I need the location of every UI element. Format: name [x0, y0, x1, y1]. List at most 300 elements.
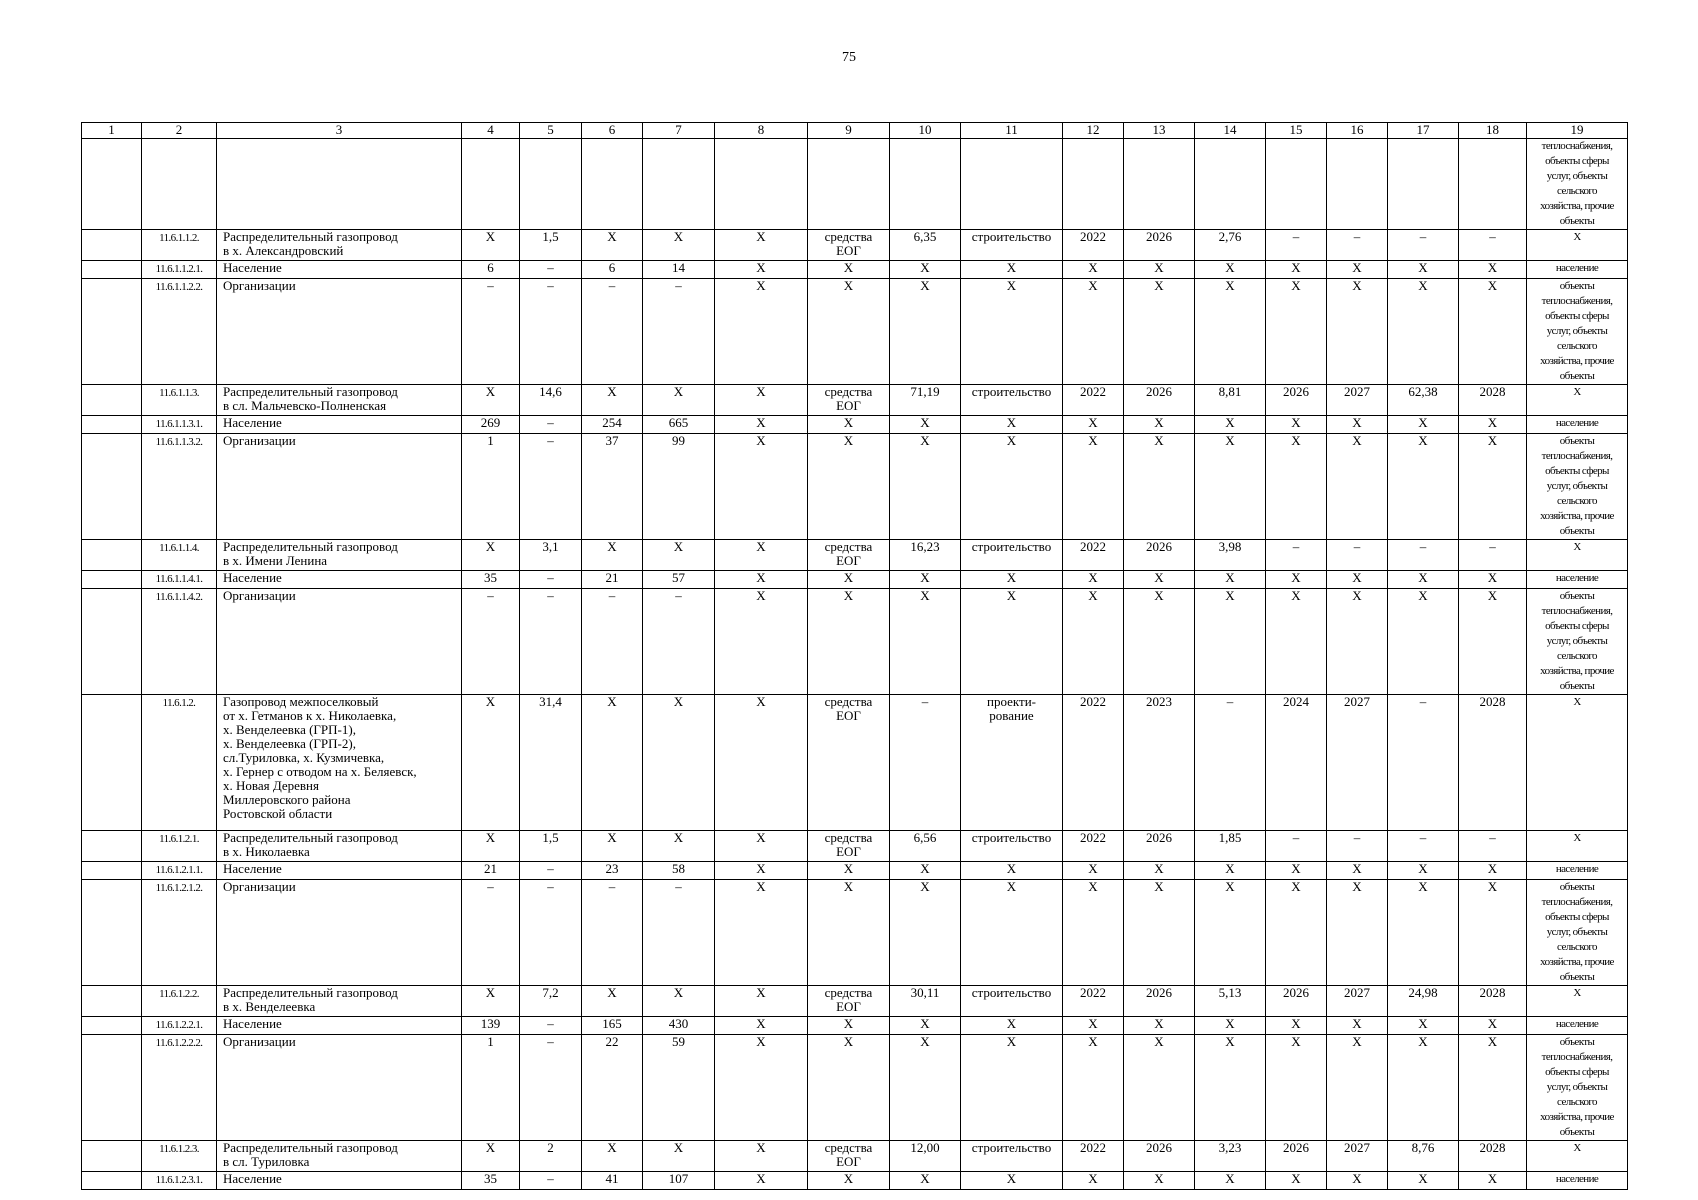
col13-cell: Х: [1124, 880, 1195, 986]
col16-cell: Х: [1327, 416, 1388, 434]
col8-cell: Х: [715, 986, 808, 1017]
col10-cell: Х: [890, 862, 961, 880]
table-row: [82, 416, 1628, 434]
item-code: 11.6.1.1.2.: [142, 230, 217, 261]
col4-cell: Х: [462, 986, 520, 1017]
work-type: Х: [961, 1017, 1063, 1035]
col16-cell: Х: [1327, 279, 1388, 385]
col18-cell: Х: [1459, 589, 1527, 695]
col10-cell: Х: [890, 571, 961, 589]
item-code: 11.6.1.1.4.2.: [142, 589, 217, 695]
item-code: 11.6.1.2.3.: [142, 1141, 217, 1172]
col1-cell: [82, 1141, 142, 1172]
col7-cell: Х: [643, 1141, 715, 1172]
table-row: [82, 434, 1628, 540]
column-header: 17: [1388, 123, 1459, 139]
funding-source: средства ЕОГ: [808, 230, 890, 261]
col8-cell: [715, 139, 808, 230]
col8-cell: Х: [715, 571, 808, 589]
col1-cell: [82, 571, 142, 589]
item-name: Организации: [217, 1035, 462, 1141]
col1-cell: [82, 434, 142, 540]
item-code: 11.6.1.2.3.1.: [142, 1172, 217, 1190]
col6-cell: Х: [582, 385, 643, 416]
col1-cell: [82, 139, 142, 230]
col16-cell: 2027: [1327, 986, 1388, 1017]
item-code: 11.6.1.1.3.2.: [142, 434, 217, 540]
col18-cell: Х: [1459, 1017, 1527, 1035]
table-row: [82, 540, 1628, 571]
table-header-row: [82, 123, 1628, 139]
col6-cell: 6: [582, 261, 643, 279]
col14-cell: Х: [1195, 279, 1266, 385]
column-header: 2: [142, 123, 217, 139]
item-name: Организации: [217, 589, 462, 695]
col15-cell: Х: [1266, 279, 1327, 385]
col14-cell: 1,85: [1195, 831, 1266, 862]
col4-cell: 1: [462, 434, 520, 540]
col6-cell: Х: [582, 831, 643, 862]
col12-cell: Х: [1063, 571, 1124, 589]
consumer-category: объекты теплоснабжения, объекты сферы услуг, объекты сельского хозяйства, прочие объекты: [1527, 589, 1628, 695]
col13-cell: 2026: [1124, 986, 1195, 1017]
col1-cell: [82, 540, 142, 571]
col16-cell: Х: [1327, 589, 1388, 695]
col1-cell: [82, 1017, 142, 1035]
col4-cell: 1: [462, 1035, 520, 1141]
col17-cell: Х: [1388, 434, 1459, 540]
consumer-category: население: [1527, 862, 1628, 880]
consumer-category: объекты теплоснабжения, объекты сферы услуг, объекты сельского хозяйства, прочие объекты: [1527, 1035, 1628, 1141]
col5-cell: 3,1: [520, 540, 582, 571]
col15-cell: –: [1266, 831, 1327, 862]
col8-cell: Х: [715, 279, 808, 385]
col10-cell: 16,23: [890, 540, 961, 571]
col13-cell: Х: [1124, 416, 1195, 434]
col12-cell: 2022: [1063, 540, 1124, 571]
col15-cell: –: [1266, 230, 1327, 261]
col15-cell: –: [1266, 540, 1327, 571]
col18-cell: 2028: [1459, 385, 1527, 416]
col18-cell: Х: [1459, 880, 1527, 986]
col18-cell: Х: [1459, 1035, 1527, 1141]
column-header: 18: [1459, 123, 1527, 139]
col7-cell: –: [643, 589, 715, 695]
col16-cell: Х: [1327, 434, 1388, 540]
item-name: Организации: [217, 279, 462, 385]
col6-cell: 23: [582, 862, 643, 880]
work-type: Х: [961, 434, 1063, 540]
col10-cell: 6,56: [890, 831, 961, 862]
col12-cell: Х: [1063, 1172, 1124, 1190]
work-type: Х: [961, 416, 1063, 434]
col16-cell: 2027: [1327, 1141, 1388, 1172]
table-row: [82, 986, 1628, 1017]
col6-cell: 22: [582, 1035, 643, 1141]
col12-cell: Х: [1063, 261, 1124, 279]
col17-cell: [1388, 139, 1459, 230]
table-row: [82, 279, 1628, 385]
funding-source: средства ЕОГ: [808, 385, 890, 416]
col12-cell: 2022: [1063, 831, 1124, 862]
column-header: 5: [520, 123, 582, 139]
table-row: [82, 139, 1628, 230]
col6-cell: –: [582, 279, 643, 385]
funding-source: средства ЕОГ: [808, 540, 890, 571]
col4-cell: Х: [462, 230, 520, 261]
col14-cell: 8,81: [1195, 385, 1266, 416]
col18-cell: 2028: [1459, 695, 1527, 831]
col13-cell: 2026: [1124, 831, 1195, 862]
table-body: [82, 123, 1628, 1190]
col18-cell: 2028: [1459, 1141, 1527, 1172]
col12-cell: 2022: [1063, 230, 1124, 261]
col5-cell: 14,6: [520, 385, 582, 416]
col15-cell: 2024: [1266, 695, 1327, 831]
col7-cell: 59: [643, 1035, 715, 1141]
item-name: Население: [217, 1017, 462, 1035]
col16-cell: –: [1327, 831, 1388, 862]
col7-cell: Х: [643, 695, 715, 831]
col17-cell: 8,76: [1388, 1141, 1459, 1172]
funding-source: Х: [808, 571, 890, 589]
col4-cell: –: [462, 279, 520, 385]
work-type: проекти- рование: [961, 695, 1063, 831]
col6-cell: [582, 139, 643, 230]
col17-cell: –: [1388, 831, 1459, 862]
col10-cell: Х: [890, 434, 961, 540]
col6-cell: 21: [582, 571, 643, 589]
consumer-category: население: [1527, 1017, 1628, 1035]
work-type: Х: [961, 589, 1063, 695]
col8-cell: Х: [715, 695, 808, 831]
col15-cell: 2026: [1266, 986, 1327, 1017]
item-code: 11.6.1.2.1.: [142, 831, 217, 862]
col4-cell: Х: [462, 385, 520, 416]
col15-cell: Х: [1266, 1017, 1327, 1035]
page-number: 75: [842, 50, 856, 65]
col1-cell: [82, 279, 142, 385]
col1-cell: [82, 261, 142, 279]
col14-cell: Х: [1195, 434, 1266, 540]
column-header: 3: [217, 123, 462, 139]
col7-cell: Х: [643, 831, 715, 862]
col4-cell: 21: [462, 862, 520, 880]
col18-cell: Х: [1459, 862, 1527, 880]
col10-cell: Х: [890, 416, 961, 434]
col6-cell: Х: [582, 540, 643, 571]
consumer-category: Х: [1527, 385, 1628, 416]
table-row: [82, 571, 1628, 589]
col18-cell: 2028: [1459, 986, 1527, 1017]
col5-cell: –: [520, 571, 582, 589]
column-header: 8: [715, 123, 808, 139]
col6-cell: 165: [582, 1017, 643, 1035]
col16-cell: Х: [1327, 1035, 1388, 1141]
col8-cell: Х: [715, 261, 808, 279]
col15-cell: 2026: [1266, 385, 1327, 416]
col15-cell: Х: [1266, 880, 1327, 986]
item-name: Распределительный газопровод в х. Александровский: [217, 230, 462, 261]
col4-cell: 6: [462, 261, 520, 279]
item-code: 11.6.1.2.1.2.: [142, 880, 217, 986]
col10-cell: Х: [890, 880, 961, 986]
work-type: строительство: [961, 831, 1063, 862]
col18-cell: [1459, 139, 1527, 230]
col6-cell: Х: [582, 1141, 643, 1172]
item-code: 11.6.1.1.4.: [142, 540, 217, 571]
consumer-category: население: [1527, 1172, 1628, 1190]
col15-cell: Х: [1266, 416, 1327, 434]
col17-cell: –: [1388, 695, 1459, 831]
col7-cell: 107: [643, 1172, 715, 1190]
item-code: 11.6.1.1.3.1.: [142, 416, 217, 434]
col13-cell: [1124, 139, 1195, 230]
col1-cell: [82, 1035, 142, 1141]
col1-cell: [82, 230, 142, 261]
col14-cell: [1195, 139, 1266, 230]
col1-cell: [82, 695, 142, 831]
item-code: 11.6.1.1.2.1.: [142, 261, 217, 279]
col6-cell: –: [582, 880, 643, 986]
col16-cell: [1327, 139, 1388, 230]
col6-cell: Х: [582, 986, 643, 1017]
consumer-category: объекты теплоснабжения, объекты сферы услуг, объекты сельского хозяйства, прочие объекты: [1527, 434, 1628, 540]
work-type: Х: [961, 1172, 1063, 1190]
column-header: 12: [1063, 123, 1124, 139]
column-header: 1: [82, 123, 142, 139]
col18-cell: –: [1459, 230, 1527, 261]
col1-cell: [82, 986, 142, 1017]
item-name: Организации: [217, 434, 462, 540]
col5-cell: 1,5: [520, 230, 582, 261]
item-name: Население: [217, 571, 462, 589]
item-name: Распределительный газопровод в сл. Туриловка: [217, 1141, 462, 1172]
col16-cell: Х: [1327, 571, 1388, 589]
col7-cell: 665: [643, 416, 715, 434]
work-type: строительство: [961, 540, 1063, 571]
col7-cell: [643, 139, 715, 230]
col8-cell: Х: [715, 880, 808, 986]
col7-cell: 58: [643, 862, 715, 880]
col14-cell: Х: [1195, 1172, 1266, 1190]
col1-cell: [82, 416, 142, 434]
item-name: Распределительный газопровод в х. Венделеевка: [217, 986, 462, 1017]
col18-cell: Х: [1459, 261, 1527, 279]
work-type: строительство: [961, 385, 1063, 416]
col10-cell: 6,35: [890, 230, 961, 261]
item-code: 11.6.1.2.2.1.: [142, 1017, 217, 1035]
col16-cell: Х: [1327, 880, 1388, 986]
col7-cell: 430: [643, 1017, 715, 1035]
column-header: 16: [1327, 123, 1388, 139]
item-name: Распределительный газопровод в сл. Мальчевско-Полненская: [217, 385, 462, 416]
col12-cell: Х: [1063, 416, 1124, 434]
col17-cell: Х: [1388, 571, 1459, 589]
work-type: строительство: [961, 1141, 1063, 1172]
col7-cell: 99: [643, 434, 715, 540]
col14-cell: 5,13: [1195, 986, 1266, 1017]
col18-cell: Х: [1459, 571, 1527, 589]
col8-cell: Х: [715, 589, 808, 695]
col1-cell: [82, 1172, 142, 1190]
col12-cell: Х: [1063, 862, 1124, 880]
col12-cell: 2022: [1063, 1141, 1124, 1172]
col1-cell: [82, 831, 142, 862]
col13-cell: Х: [1124, 1172, 1195, 1190]
col17-cell: Х: [1388, 862, 1459, 880]
consumer-category: объекты теплоснабжения, объекты сферы услуг, объекты сельского хозяйства, прочие объекты: [1527, 279, 1628, 385]
col15-cell: [1266, 139, 1327, 230]
col13-cell: 2026: [1124, 385, 1195, 416]
column-header: 11: [961, 123, 1063, 139]
table-row: [82, 880, 1628, 986]
consumer-category: население: [1527, 416, 1628, 434]
col5-cell: –: [520, 261, 582, 279]
col18-cell: –: [1459, 540, 1527, 571]
col13-cell: Х: [1124, 571, 1195, 589]
item-code: 11.6.1.1.2.2.: [142, 279, 217, 385]
item-code: [142, 139, 217, 230]
funding-source: Х: [808, 862, 890, 880]
funding-source: Х: [808, 880, 890, 986]
col18-cell: Х: [1459, 279, 1527, 385]
col13-cell: Х: [1124, 279, 1195, 385]
col1-cell: [82, 385, 142, 416]
col13-cell: 2026: [1124, 230, 1195, 261]
funding-source: Х: [808, 1035, 890, 1141]
col15-cell: Х: [1266, 434, 1327, 540]
col5-cell: –: [520, 1035, 582, 1141]
col12-cell: 2022: [1063, 986, 1124, 1017]
col10-cell: Х: [890, 1035, 961, 1141]
col5-cell: 7,2: [520, 986, 582, 1017]
col7-cell: 57: [643, 571, 715, 589]
table-row: [82, 261, 1628, 279]
col16-cell: –: [1327, 540, 1388, 571]
funding-source: Х: [808, 434, 890, 540]
item-code: 11.6.1.2.2.2.: [142, 1035, 217, 1141]
col14-cell: 2,76: [1195, 230, 1266, 261]
item-name: Население: [217, 416, 462, 434]
col16-cell: Х: [1327, 1017, 1388, 1035]
col15-cell: Х: [1266, 589, 1327, 695]
column-header: 4: [462, 123, 520, 139]
work-type: Х: [961, 571, 1063, 589]
col4-cell: Х: [462, 695, 520, 831]
col8-cell: Х: [715, 831, 808, 862]
col5-cell: –: [520, 416, 582, 434]
funding-source: Х: [808, 1172, 890, 1190]
funding-source: средства ЕОГ: [808, 1141, 890, 1172]
consumer-category: Х: [1527, 230, 1628, 261]
col18-cell: Х: [1459, 434, 1527, 540]
consumer-category: Х: [1527, 1141, 1628, 1172]
col15-cell: Х: [1266, 571, 1327, 589]
col10-cell: 12,00: [890, 1141, 961, 1172]
work-type: Х: [961, 880, 1063, 986]
col15-cell: Х: [1266, 261, 1327, 279]
col4-cell: 269: [462, 416, 520, 434]
col13-cell: Х: [1124, 862, 1195, 880]
col8-cell: Х: [715, 862, 808, 880]
col5-cell: –: [520, 1017, 582, 1035]
funding-source: Х: [808, 261, 890, 279]
col8-cell: Х: [715, 1017, 808, 1035]
col5-cell: –: [520, 862, 582, 880]
col17-cell: Х: [1388, 589, 1459, 695]
consumer-category: Х: [1527, 540, 1628, 571]
col12-cell: Х: [1063, 1035, 1124, 1141]
col8-cell: Х: [715, 385, 808, 416]
col17-cell: 24,98: [1388, 986, 1459, 1017]
consumer-category: население: [1527, 571, 1628, 589]
work-type: [961, 139, 1063, 230]
funding-source: средства ЕОГ: [808, 695, 890, 831]
funding-source: Х: [808, 1017, 890, 1035]
col1-cell: [82, 880, 142, 986]
col8-cell: Х: [715, 1141, 808, 1172]
col5-cell: 2: [520, 1141, 582, 1172]
col1-cell: [82, 862, 142, 880]
col17-cell: Х: [1388, 880, 1459, 986]
col14-cell: 3,23: [1195, 1141, 1266, 1172]
col8-cell: Х: [715, 416, 808, 434]
col16-cell: 2027: [1327, 695, 1388, 831]
funding-source: Х: [808, 589, 890, 695]
col4-cell: Х: [462, 1141, 520, 1172]
funding-source: средства ЕОГ: [808, 986, 890, 1017]
col12-cell: Х: [1063, 880, 1124, 986]
col14-cell: Х: [1195, 1035, 1266, 1141]
col6-cell: 37: [582, 434, 643, 540]
consumer-category: Х: [1527, 986, 1628, 1017]
col10-cell: –: [890, 695, 961, 831]
col18-cell: –: [1459, 831, 1527, 862]
col14-cell: 3,98: [1195, 540, 1266, 571]
col4-cell: 35: [462, 571, 520, 589]
work-type: Х: [961, 279, 1063, 385]
col8-cell: Х: [715, 230, 808, 261]
col14-cell: Х: [1195, 589, 1266, 695]
consumer-category: Х: [1527, 695, 1628, 831]
col5-cell: 1,5: [520, 831, 582, 862]
consumer-category: объекты теплоснабжения, объекты сферы услуг, объекты сельского хозяйства, прочие объекты: [1527, 880, 1628, 986]
col6-cell: 254: [582, 416, 643, 434]
col4-cell: [462, 139, 520, 230]
col10-cell: Х: [890, 1172, 961, 1190]
col17-cell: Х: [1388, 1035, 1459, 1141]
col5-cell: [520, 139, 582, 230]
col1-cell: [82, 589, 142, 695]
col16-cell: Х: [1327, 261, 1388, 279]
table-row: [82, 230, 1628, 261]
col5-cell: –: [520, 1172, 582, 1190]
column-header: 14: [1195, 123, 1266, 139]
col12-cell: Х: [1063, 589, 1124, 695]
col13-cell: Х: [1124, 434, 1195, 540]
col15-cell: 2026: [1266, 1141, 1327, 1172]
col10-cell: Х: [890, 1017, 961, 1035]
item-name: Газопровод межпоселковый от х. Гетманов к х. Николаевка, х. Венделеевка (ГРП-1), х. Венделеевка (ГРП-2), сл.Туриловка, х. Кузмичевка, х. Гернер с отводом на х. Беляевск, х. Новая Деревня Миллеровского района Ростовской области: [217, 695, 462, 831]
col15-cell: Х: [1266, 1172, 1327, 1190]
col5-cell: –: [520, 589, 582, 695]
col4-cell: Х: [462, 831, 520, 862]
col13-cell: Х: [1124, 261, 1195, 279]
col14-cell: Х: [1195, 261, 1266, 279]
item-code: 11.6.1.1.4.1.: [142, 571, 217, 589]
col10-cell: 30,11: [890, 986, 961, 1017]
